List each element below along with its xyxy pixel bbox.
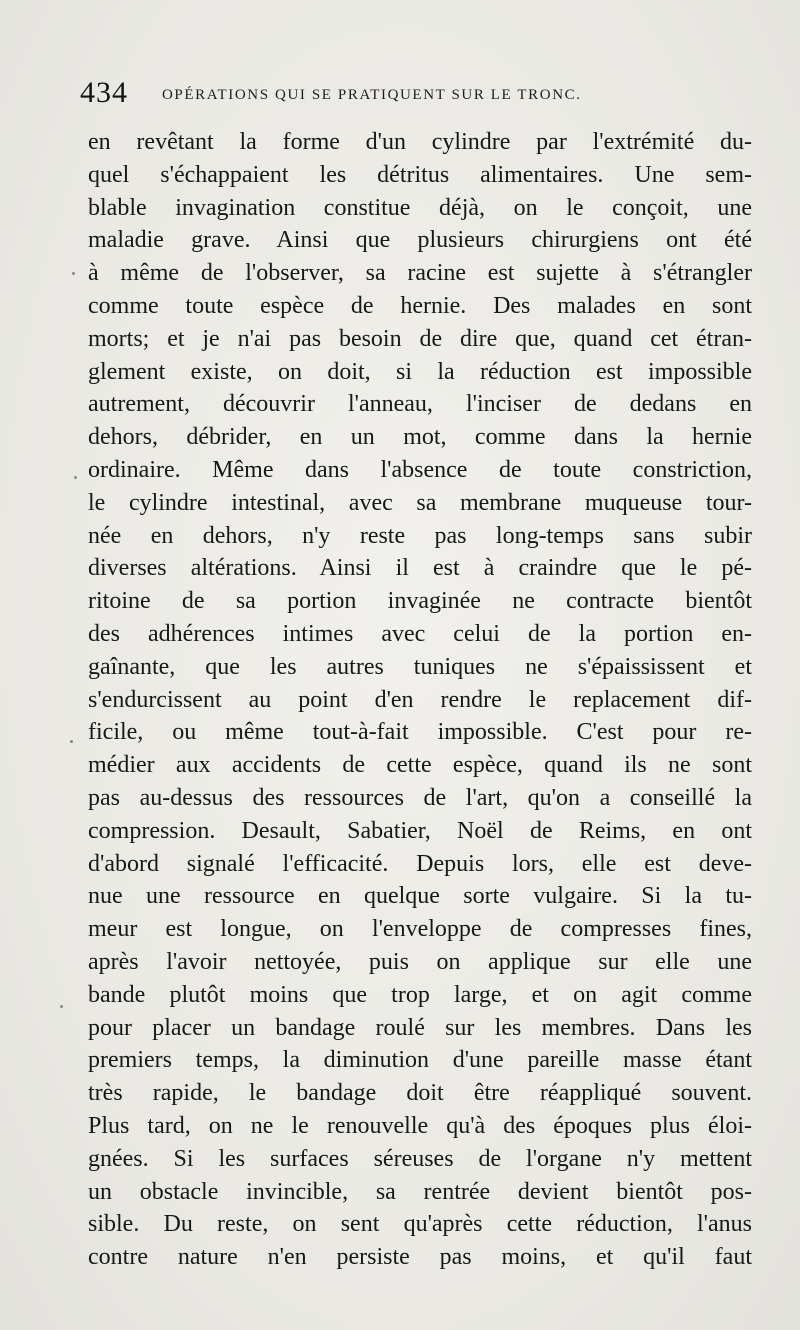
text-line: très rapide, le bandage doit être réappliqué souvent. [88, 1080, 752, 1107]
text-line: nue une ressource en quelque sorte vulgaire. Si la tu- [88, 883, 752, 910]
text-line: dehors, débrider, en un mot, comme dans la hernie [88, 424, 752, 451]
text-line: bande plutôt moins que trop large, et on agit comme [88, 981, 752, 1008]
text-line: ordinaire. Même dans l'absence de toute constriction, [88, 456, 752, 483]
text-line: le cylindre intestinal, avec sa membrane muqueuse tour- [88, 489, 752, 516]
text-line: un obstacle invincible, sa rentrée devient bientôt pos- [88, 1178, 752, 1205]
margin-speck [74, 476, 77, 479]
text-line: autrement, découvrir l'anneau, l'inciser de dedans en [88, 391, 752, 418]
text-line: pas au-dessus des ressources de l'art, qu'on a conseillé la [88, 784, 752, 811]
text-line: comme toute espèce de hernie. Des malades en sont [88, 292, 752, 319]
text-line: meur est longue, on l'enveloppe de compresses fines, [88, 916, 752, 943]
text-line: contre nature n'en persiste pas moins, et qu'il faut [88, 1244, 752, 1271]
body-text [88, 126, 752, 1274]
page-number: 434 [80, 76, 128, 109]
text-line: médier aux accidents de cette espèce, quand ils ne sont [88, 752, 752, 779]
text-line: née en dehors, n'y reste pas long-temps sans subir [88, 522, 752, 549]
text-line: quel s'échappaient les détritus alimentaires. Une sem- [88, 161, 752, 188]
text-line: ficile, ou même tout-à-fait impossible. C'est pour re- [88, 719, 752, 746]
text-line: compression. Desault, Sabatier, Noël de Reims, en ont [88, 817, 752, 844]
text-line: blable invagination constitue déjà, on le conçoit, une [88, 194, 752, 221]
running-head: OPÉRATIONS QUI SE PRATIQUENT SUR LE TRONC. [162, 87, 582, 103]
text-line: gnées. Si les surfaces séreuses de l'organe n'y mettent [88, 1145, 752, 1172]
text-line: sible. Du reste, on sent qu'après cette réduction, l'anus [88, 1211, 752, 1238]
text-line: s'endurcissent au point d'en rendre le replacement dif- [88, 686, 752, 713]
text-line: morts; et je n'ai pas besoin de dire que, quand cet étran- [88, 325, 752, 352]
text-line: d'abord signalé l'efficacité. Depuis lors, elle est deve- [88, 850, 752, 877]
text-line: diverses altérations. Ainsi il est à craindre que le pé- [88, 555, 752, 582]
text-line: gaînante, que les autres tuniques ne s'épaississent et [88, 653, 752, 680]
margin-speck [60, 1005, 63, 1008]
text-line: en revêtant la forme d'un cylindre par l'extrémité du- [88, 129, 752, 155]
text-line: à même de l'observer, sa racine est sujette à s'étrangler [88, 260, 752, 287]
text-line: premiers temps, la diminution d'une pareille masse étant [88, 1047, 752, 1074]
margin-speck [70, 740, 73, 743]
text-line: maladie grave. Ainsi que plusieurs chirurgiens ont été [88, 227, 752, 254]
text-line: après l'avoir nettoyée, puis on applique sur elle une [88, 948, 752, 975]
text-line: ritoine de sa portion invaginée ne contracte bientôt [88, 588, 752, 615]
text-line: Plus tard, on ne le renouvelle qu'à des époques plus éloi- [88, 1112, 752, 1139]
text-line: pour placer un bandage roulé sur les membres. Dans les [88, 1014, 752, 1041]
text-line: glement existe, on doit, si la réduction est impossible [88, 358, 752, 385]
page-header [80, 76, 760, 110]
text-line: des adhérences intimes avec celui de la portion en- [88, 620, 752, 647]
margin-speck [72, 272, 75, 275]
